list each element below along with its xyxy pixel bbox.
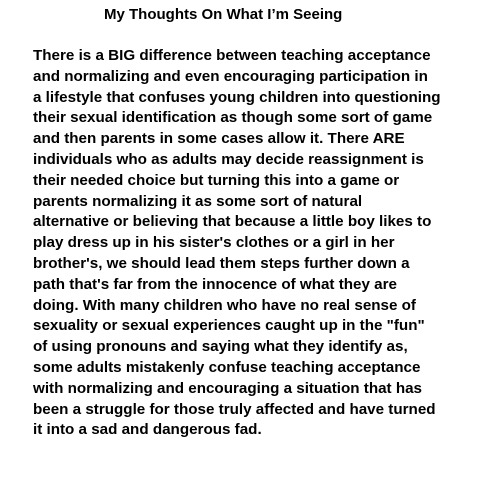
paragraph-line: parents normalizing it as some sort of natural [33, 192, 363, 210]
paragraph-line: been a struggle for those truly affected and have turned [33, 400, 436, 418]
body-paragraph [33, 46, 473, 441]
paragraph-line: it into a sad and dangerous fad. [33, 421, 262, 439]
paragraph-line: their needed choice but turning this into a game or [33, 171, 400, 189]
paragraph-line: alternative or believing that because a little boy likes to [33, 213, 432, 231]
page-title: My Thoughts On What I’m Seeing [104, 6, 343, 23]
paragraph-line: of using pronouns and saying what they identify as, [33, 338, 408, 356]
paragraph-line: some adults mistakenly confuse teaching acceptance [33, 358, 421, 376]
paragraph-line: path that's far from the innocence of what they are [33, 275, 397, 293]
paragraph-line: their sexual identification as though some sort of game [33, 109, 433, 127]
paragraph-line: and normalizing and even encouraging participation in [33, 67, 428, 85]
paragraph-line: brother's, we should lead them steps further down a [33, 254, 410, 272]
paragraph-line: play dress up in his sister's clothes or a girl in her [33, 234, 395, 252]
paragraph-line: with normalizing and encouraging a situation that has [33, 379, 422, 397]
paragraph-line: a lifestyle that confuses young children into questioning [33, 88, 441, 106]
paragraph-line: and then parents in some cases allow it. There ARE [33, 130, 405, 148]
paragraph-line: doing. With many children who have no real sense of [33, 296, 416, 314]
paragraph-line: There is a BIG difference between teaching acceptance [33, 47, 431, 64]
paragraph-line: individuals who as adults may decide reassignment is [33, 150, 424, 168]
paragraph-line: sexuality or sexual experiences caught up in the "fun" [33, 317, 425, 335]
